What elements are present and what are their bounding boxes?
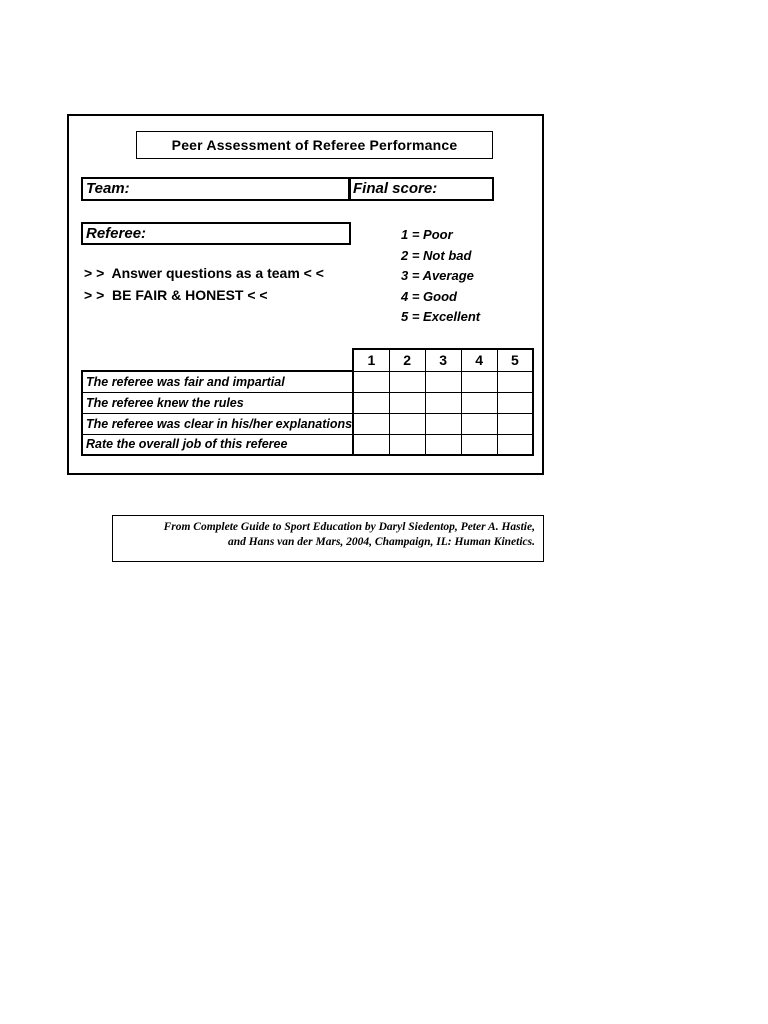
rating-cell[interactable] (389, 392, 425, 413)
rating-cell[interactable] (461, 413, 497, 434)
rating-cell[interactable] (389, 434, 425, 455)
rating-cell[interactable] (461, 371, 497, 392)
citation-box (112, 515, 544, 562)
rating-cell[interactable] (389, 413, 425, 434)
question-label: The referee knew the rules (82, 392, 353, 413)
rating-cell[interactable] (497, 413, 533, 434)
legend-item-3: 3 = Average (401, 268, 474, 283)
rating-cell[interactable] (425, 413, 461, 434)
rating-cell[interactable] (353, 392, 389, 413)
rating-cell[interactable] (353, 371, 389, 392)
final-score-field[interactable]: Final score: (348, 177, 494, 201)
rating-legend (401, 225, 480, 328)
instruction-team: > > Answer questions as a team < < (84, 265, 324, 281)
header-blank (82, 349, 353, 371)
legend-item-5: 5 = Excellent (401, 309, 481, 324)
team-field[interactable]: Team: (81, 177, 351, 201)
question-label: The referee was fair and impartial (82, 371, 353, 392)
rating-header-4: 4 (461, 349, 497, 371)
rating-header-3: 3 (425, 349, 461, 371)
rating-header-1: 1 (353, 349, 389, 371)
table-row (82, 371, 533, 392)
rating-cell[interactable] (497, 434, 533, 455)
rating-cell[interactable] (497, 392, 533, 413)
question-label: Rate the overall job of this referee (82, 434, 353, 455)
legend-item-2: 2 = Not bad (401, 247, 472, 263)
instruction-fair: > > BE FAIR & HONEST < < (84, 287, 268, 303)
question-label: The referee was clear in his/her explanations (82, 413, 353, 434)
legend-item-4: 4 = Good (401, 288, 457, 304)
rating-cell[interactable] (461, 434, 497, 455)
rating-cell[interactable] (425, 392, 461, 413)
rating-header-5: 5 (497, 349, 533, 371)
form-title: Peer Assessment of Referee Performance (136, 131, 493, 159)
rating-cell[interactable] (353, 413, 389, 434)
rating-cell[interactable] (425, 371, 461, 392)
legend-item-1: 1 = Poor (401, 227, 453, 242)
table-row (82, 413, 533, 434)
citation-line-2: and Hans van der Mars, 2004, Champaign, IL: Human Kinetics. (227, 536, 535, 548)
rating-cell[interactable] (353, 434, 389, 455)
table-row (82, 434, 533, 455)
rating-header-2: 2 (389, 349, 425, 371)
rating-cell[interactable] (389, 371, 425, 392)
rating-cell[interactable] (425, 434, 461, 455)
citation-line-1: From Complete Guide to Sport Education by Daryl Siedentop, Peter A. Hastie, (163, 521, 535, 533)
referee-field[interactable]: Referee: (81, 222, 351, 245)
table-row (82, 392, 533, 413)
rating-cell[interactable] (461, 392, 497, 413)
rating-header-row (82, 349, 533, 371)
rating-cell[interactable] (497, 371, 533, 392)
rating-table (81, 348, 534, 456)
